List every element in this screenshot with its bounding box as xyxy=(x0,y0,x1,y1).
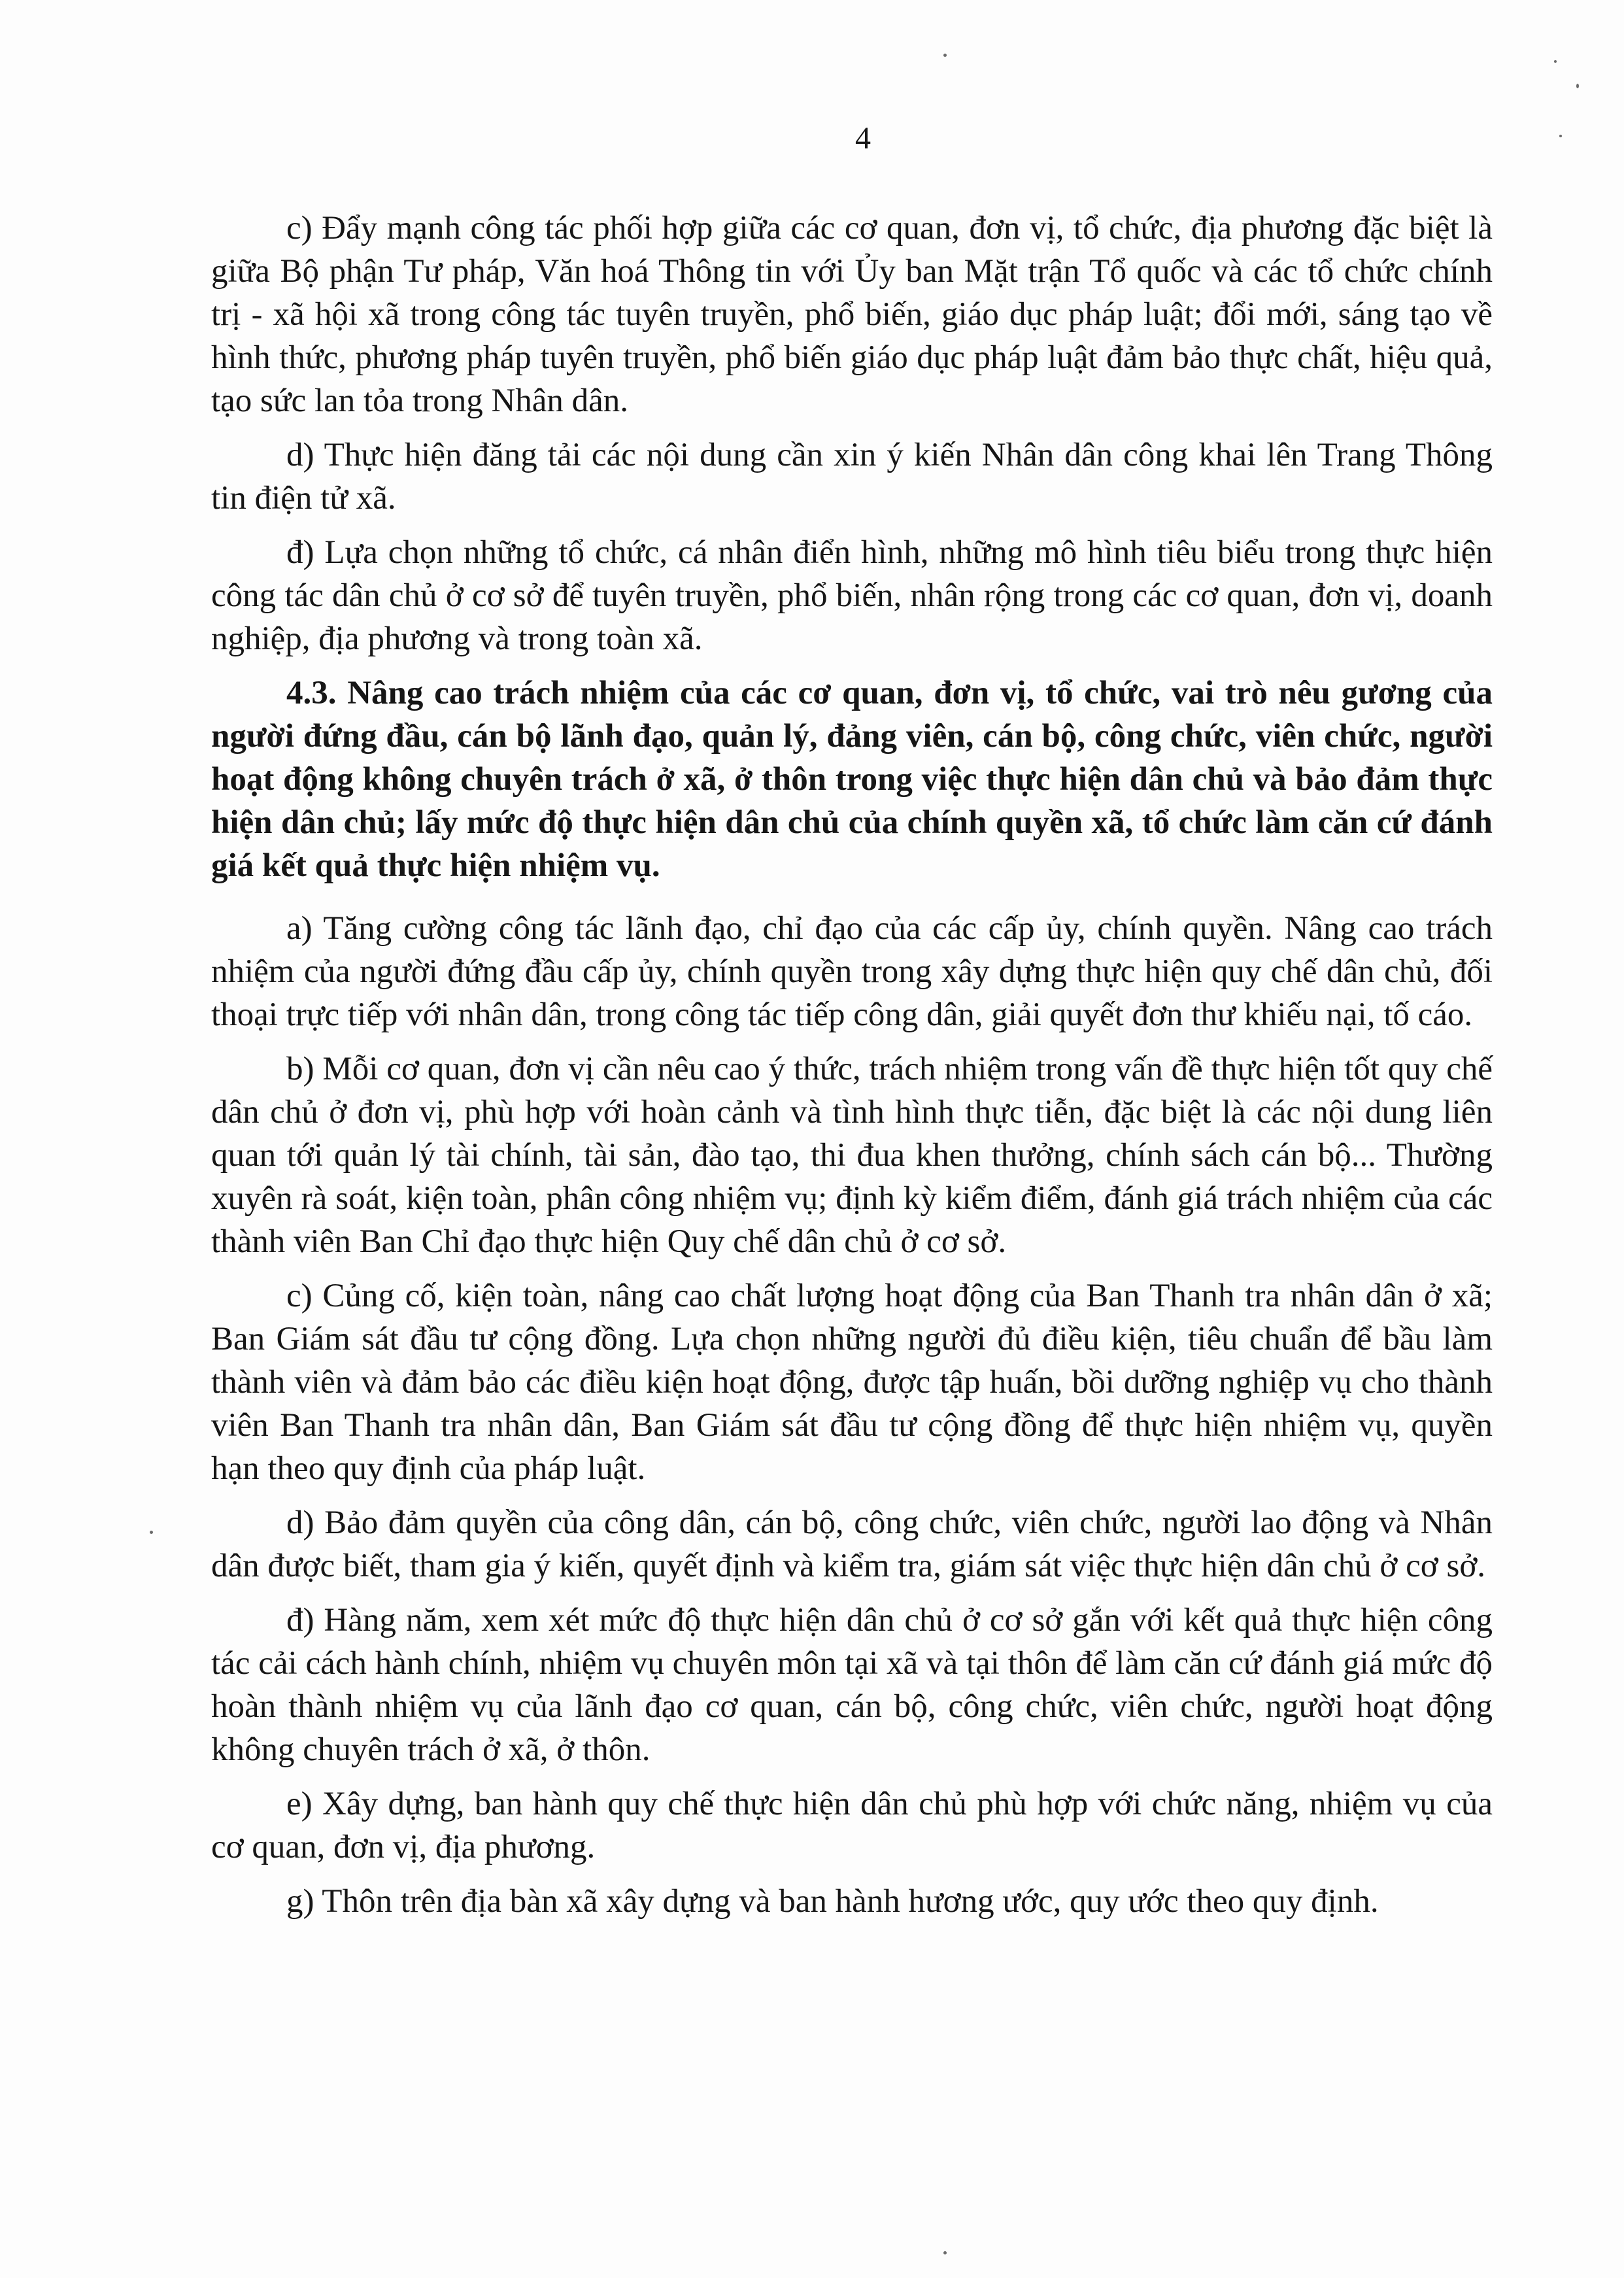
section-item-d: d) Bảo đảm quyền của công dân, cán bộ, công chức, viên chức, người lao động và Nhân dân được biết, tham gia ý kiến, quyết định và kiểm tra, giám sát việc thực hiện dân chủ ở cơ sở. xyxy=(211,1504,1493,1584)
section-item-c: c) Củng cố, kiện toàn, nâng cao chất lượng hoạt động của Ban Thanh tra nhân dân ở xã; Ban Giám sát đầu tư cộng đồng. Lựa chọn những người đủ điều kiện, tiêu chuẩn để bầu làm thành viên và đảm bảo các điều kiện hoạt động, được tập huấn, bồi dưỡng nghiệp vụ cho thành viên Ban Thanh tra nhân dân, Ban Giám sát đầu tư cộng đồng để thực hiện nhiệm vụ, quyền hạn theo quy định của pháp luật. xyxy=(211,1278,1493,1487)
scan-speck xyxy=(1554,60,1557,63)
paragraph-dd: đ) Lựa chọn những tổ chức, cá nhân điển hình, những mô hình tiêu biểu trong thực hiện công tác dân chủ ở cơ sở để tuyên truyền, phổ biến, nhân rộng trong các cơ quan, đơn vị, doanh nghiệp, địa phương và trong toàn xã. xyxy=(211,534,1493,657)
scan-speck xyxy=(1576,84,1579,88)
scan-speck xyxy=(1559,135,1562,137)
paragraph-d: d) Thực hiện đăng tải các nội dung cần xin ý kiến Nhân dân công khai lên Trang Thông tin điện tử xã. xyxy=(211,437,1493,517)
section-item-b: b) Mỗi cơ quan, đơn vị cần nêu cao ý thức, trách nhiệm trong vấn đề thực hiện tốt quy chế dân chủ ở đơn vị, phù hợp với hoàn cảnh và tình hình thực tiễn, đặc biệt là các nội dung liên quan tới quản lý tài chính, tài sản, đào tạo, thi đua khen thưởng, chính sách cán bộ... Thường xuyên rà soát, kiện toàn, phân công nhiệm vụ; định kỳ kiểm điểm, đánh giá trách nhiệm của các thành viên Ban Chỉ đạo thực hiện Quy chế dân chủ ở cơ sở. xyxy=(211,1051,1493,1260)
scan-speck xyxy=(943,54,947,57)
section-item-dd: đ) Hàng năm, xem xét mức độ thực hiện dân chủ ở cơ sở gắn với kết quả thực hiện công tác cải cách hành chính, nhiệm vụ chuyên môn tại xã và tại thôn để làm căn cứ đánh giá mức độ hoàn thành nhiệm vụ của lãnh đạo cơ quan, cán bộ, công chức, viên chức, người hoạt động không chuyên trách ở xã, ở thôn. xyxy=(211,1602,1493,1768)
section-item-e: e) Xây dựng, ban hành quy chế thực hiện dân chủ phù hợp với chức năng, nhiệm vụ của cơ quan, đơn vị, địa phương. xyxy=(211,1786,1493,1865)
paragraph-c: c) Đẩy mạnh công tác phối hợp giữa các cơ quan, đơn vị, tổ chức, địa phương đặc biệt là giữa Bộ phận Tư pháp, Văn hoá Thông tin với Ủy ban Mặt trận Tổ quốc và các tổ chức chính trị - xã hội xã trong công tác tuyên truyền, phổ biến, giáo dục pháp luật; đổi mới, sáng tạo về hình thức, phương pháp tuyên truyền, phổ biến giáo dục pháp luật đảm bảo thực chất, hiệu quả, tạo sức lan tỏa trong Nhân dân. xyxy=(211,210,1493,419)
scan-speck xyxy=(150,1531,153,1534)
page-number: 4 xyxy=(855,121,871,156)
scan-speck xyxy=(943,2251,947,2254)
section-item-g: g) Thôn trên địa bàn xã xây dựng và ban hành hương ước, quy ước theo quy định. xyxy=(286,1883,1379,1920)
document-body xyxy=(211,207,1493,1934)
section-item-a: a) Tăng cường công tác lãnh đạo, chỉ đạo của các cấp ủy, chính quyền. Nâng cao trách nhiệm của người đứng đầu cấp ủy, chính quyền trong xây dựng thực hiện quy chế dân chủ, đối thoại trực tiếp với nhân dân, trong công tác tiếp công dân, giải quyết đơn thư khiếu nại, tố cáo. xyxy=(211,910,1493,1033)
section-heading-4-3: 4.3. Nâng cao trách nhiệm của các cơ quan, đơn vị, tổ chức, vai trò nêu gương của người đứng đầu, cán bộ lãnh đạo, quản lý, đảng viên, cán bộ, công chức, viên chức, người hoạt động không chuyên trách ở xã, ở thôn trong việc thực hiện dân chủ và bảo đảm thực hiện dân chủ; lấy mức độ thực hiện dân chủ của chính quyền xã, tổ chức làm căn cứ đánh giá kết quả thực hiện nhiệm vụ. xyxy=(211,675,1493,884)
